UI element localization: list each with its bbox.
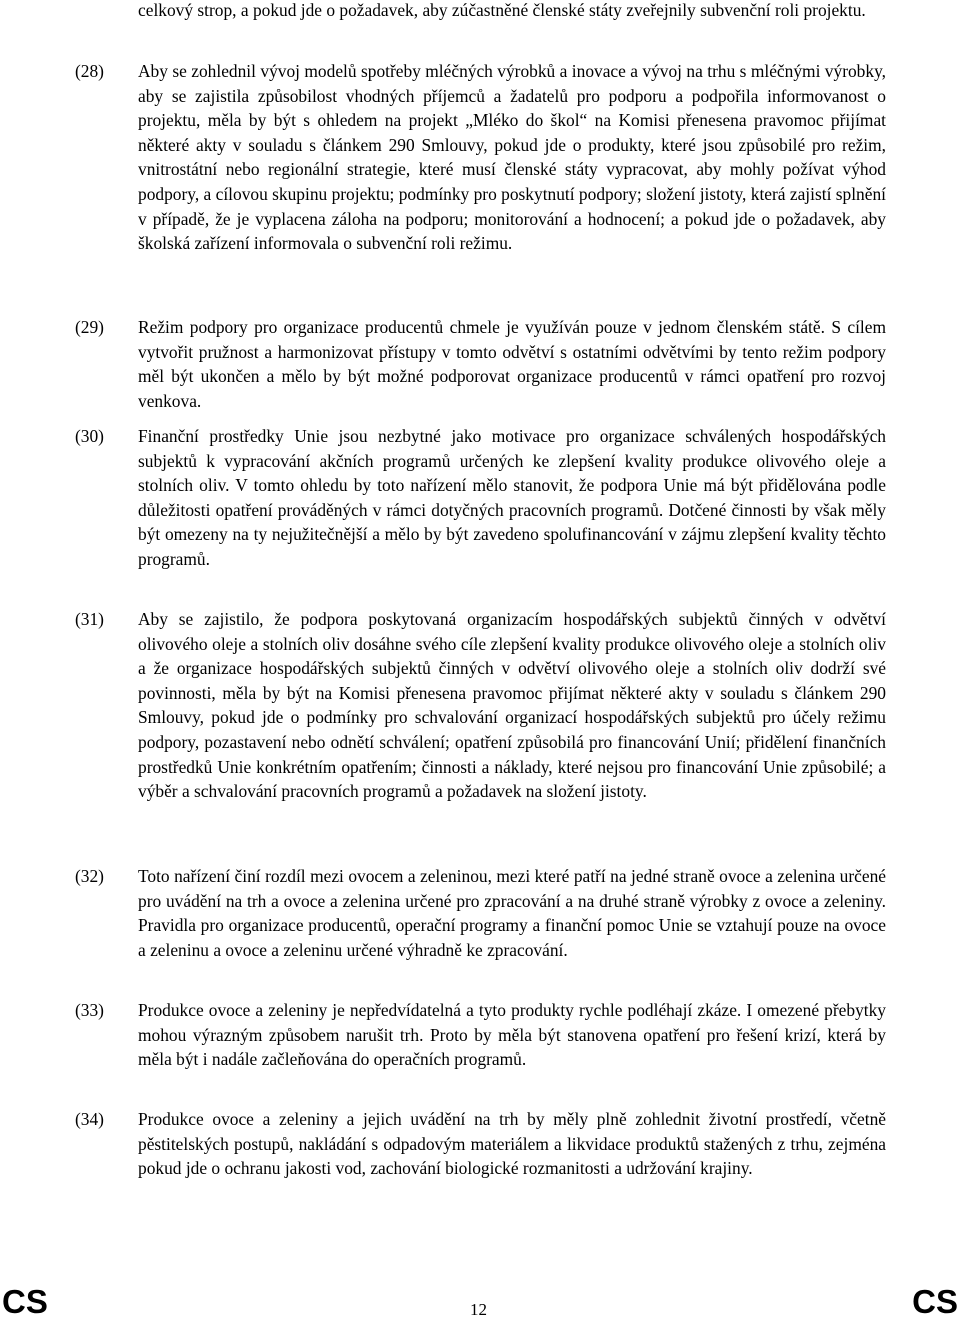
recital-number: (30): [75, 426, 104, 446]
page-number: 12: [470, 1300, 487, 1319]
paragraph-continuation: celkový strop, a pokud jde o požadavek, aby zúčastněné členské státy zveřejnily subvenční roli projektu.: [138, 0, 866, 20]
recital-text: Režim podpory pro organizace producentů chmele je využíván pouze v jednom členském státě. S cílem vytvořit pružnost a harmonizovat přístupy v tomto odvětví s ostatními odvětvími by tento režim podpory měl být ukončen a mělo by být možné podporovat organizace producentů v rámci opatření pro rozvoj venkova.: [138, 317, 886, 411]
recital-number: (29): [75, 317, 104, 337]
recital-number: (33): [75, 1000, 104, 1020]
recital-number: (28): [75, 61, 104, 81]
recital-text: Finanční prostředky Unie jsou nezbytné jako motivace pro organizace schválených hospodářských subjektů k vypracování akčních programů určených ke zlepšení kvality produkce olivového oleje a stolních oliv. V tomto ohledu by toto nařízení mělo stanovit, že podpora Unie má být přidělována podle důležitosti opatření prováděných v rámci dotyčných pracovních programů. Dotčené činnosti by však měly být omezeny na ty nejužitečnější a mělo by být zavedeno spolufinancování v zájmu zlepšení kvality těchto programů.: [138, 426, 886, 569]
recital-text: Produkce ovoce a zeleniny je nepředvídatelná a tyto produkty rychle podléhají zkáze. I omezené přebytky mohou výrazným způsobem narušit trh. Proto by měla být stanovena opatření pro řešení krizí, která by měla být i nadále začleňována do operačních programů.: [138, 1000, 886, 1070]
recital-text: Aby se zohlednil vývoj modelů spotřeby mléčných výrobků a inovace a vývoj na trhu s mléčnými výrobky, aby se zajistila způsobilost vhodných příjemců a žadatelů pro podporu a podpořila informovanost o projektu, měla by být s ohledem na projekt „Mléko do škol“ na Komisi přenesena pravomoc přijímat některé akty v souladu s článkem 290 Smlouvy, pokud jde o produkty, které jsou způsobilé pro režim, vnitrostátní nebo regionální strategie, které musí členské státy vypracovat, aby mohly požívat výhod podpory, a cílovou skupinu projektu; podmínky pro poskytnutí podpory; složení jistoty, která zajistí splnění v případě, že je vyplacena záloha na podporu; monitorování a hodnocení; a pokud jde o požadavek, aby školská zařízení informovala o subvenční roli režimu.: [138, 61, 886, 254]
recital-text: Produkce ovoce a zeleniny a jejich uvádění na trh by měly plně zohlednit životní prostředí, včetně pěstitelských postupů, nakládání s odpadovým materiálem a likvidace produktů stažených z trhu, zejména pokud jde o ochranu jakosti vod, zachování biologické rozmanitosti a udržování krajiny.: [138, 1109, 886, 1179]
footer-language-code-right: CS: [912, 1283, 958, 1320]
recital-number: (34): [75, 1109, 104, 1129]
recital-number: (31): [75, 609, 104, 629]
recital-text: Toto nařízení činí rozdíl mezi ovocem a zeleninou, mezi které patří na jedné straně ovoce a zelenina určené pro uvádění na trh a ovoce a zelenina určené pro zpracování a na druhé straně výrobky z ovoce a zeleniny. Pravidla pro organizace producentů, operační programy a finanční pomoc Unie se vztahují pouze na ovoce a zeleninu a ovoce a zeleninu určené výhradně ke zpracování.: [138, 866, 886, 960]
recital-text: Aby se zajistilo, že podpora poskytovaná organizacím hospodářských subjektů činných v odvětví olivového oleje a stolních oliv dosáhne svého cíle zlepšení kvality produkce olivového oleje a stolních oliv a že organizace hospodářských subjektů činných v odvětví olivového oleje a stolních oliv dodrží své povinnosti, měla by být na Komisi přenesena pravomoc přijímat některé akty v souladu s článkem 290 Smlouvy, pokud jde o podmínky pro schvalování organizací hospodářských subjektů pro účely režimu podpory, pozastavení nebo odnětí schválení; opatření způsobilá pro financování Unií; přidělení finančních prostředků Unie konkrétním opatřením; činnosti a náklady, které nejsou pro financování Unie způsobilé; a výběr a schvalování pracovních programů a požadavek na složení jistoty.: [138, 609, 886, 802]
footer-language-code-left: CS: [2, 1283, 48, 1320]
recital-number: (32): [75, 866, 104, 886]
